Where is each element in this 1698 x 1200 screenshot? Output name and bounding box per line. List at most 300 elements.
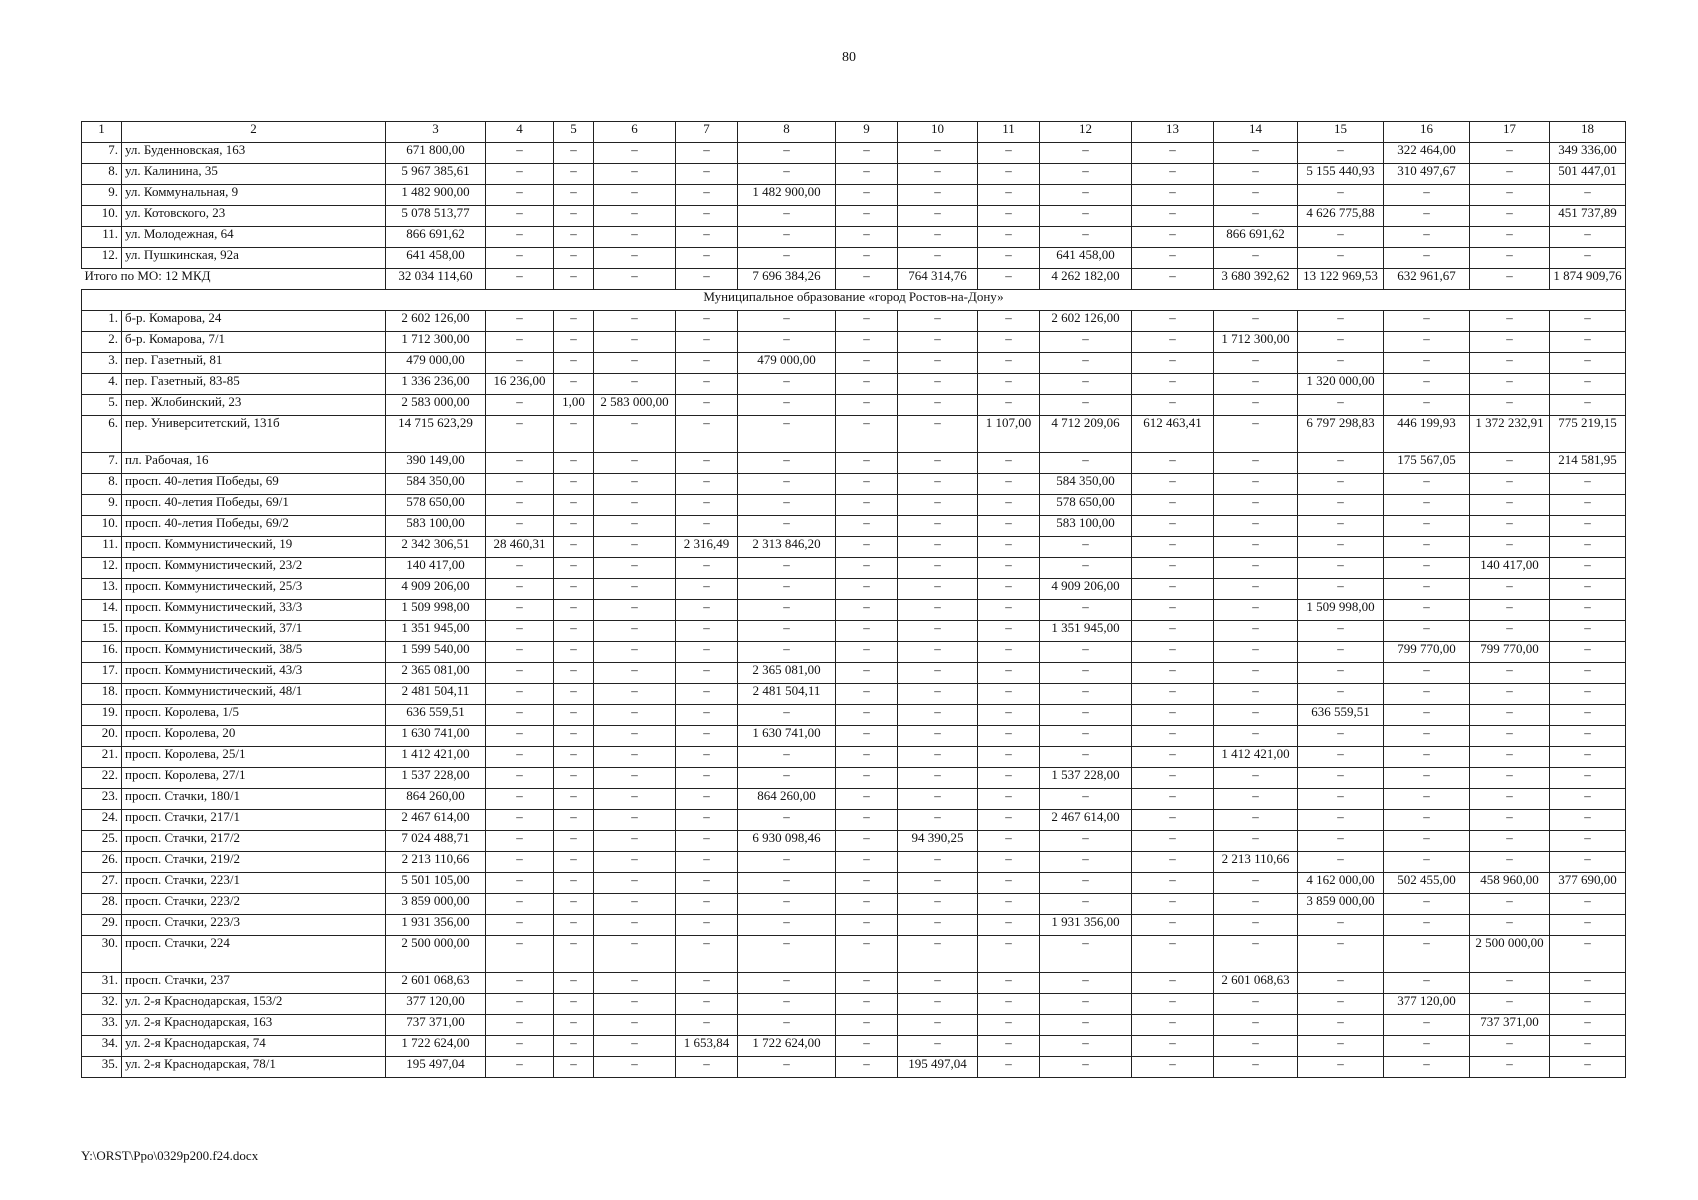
table-cell: – — [594, 311, 676, 332]
table-cell: 4 712 209,06 — [1040, 416, 1132, 453]
table-cell: – — [486, 516, 554, 537]
table-cell: – — [486, 600, 554, 621]
table-cell: – — [898, 516, 978, 537]
table-cell: – — [836, 248, 898, 269]
table-cell: – — [836, 936, 898, 973]
table-cell: 2 500 000,00 — [386, 936, 486, 973]
table-cell: – — [594, 621, 676, 642]
row-number: 10. — [82, 206, 122, 227]
table-cell: – — [1040, 936, 1132, 973]
table-cell: 7 696 384,26 — [738, 269, 836, 290]
table-cell: – — [554, 936, 594, 973]
table-cell: 1 630 741,00 — [738, 726, 836, 747]
table-row — [82, 353, 1626, 374]
table-cell: – — [836, 831, 898, 852]
table-cell: 1 351 945,00 — [386, 621, 486, 642]
column-header: 5 — [554, 122, 594, 143]
table-cell: – — [554, 579, 594, 600]
table-cell: 2 316,49 — [676, 537, 738, 558]
table-cell: – — [978, 185, 1040, 206]
table-cell: – — [1384, 768, 1470, 789]
table-cell: – — [1384, 810, 1470, 831]
column-header: 14 — [1214, 122, 1298, 143]
table-cell: – — [486, 973, 554, 994]
row-number: 8. — [82, 474, 122, 495]
table-cell: – — [1384, 663, 1470, 684]
table-cell: – — [1470, 768, 1550, 789]
table-cell: – — [594, 185, 676, 206]
table-cell: 28 460,31 — [486, 537, 554, 558]
row-number: 4. — [82, 374, 122, 395]
table-cell: – — [1298, 558, 1384, 579]
table-cell: – — [836, 768, 898, 789]
row-number: 27. — [82, 873, 122, 894]
table-cell: – — [1384, 558, 1470, 579]
table-cell: – — [1214, 915, 1298, 936]
address-cell: просп. Коммунистический, 19 — [122, 537, 386, 558]
table-row — [82, 474, 1626, 495]
table-cell: 4 909 206,00 — [1040, 579, 1132, 600]
table-cell: – — [1132, 395, 1214, 416]
table-cell: – — [1384, 1036, 1470, 1057]
table-row — [82, 395, 1626, 416]
table-cell: 1 482 900,00 — [386, 185, 486, 206]
row-number: 14. — [82, 600, 122, 621]
table-cell: – — [978, 453, 1040, 474]
table-cell: – — [1384, 516, 1470, 537]
table-cell: 2 601 068,63 — [386, 973, 486, 994]
table-cell: – — [1470, 474, 1550, 495]
table-cell: – — [738, 621, 836, 642]
table-cell: – — [676, 206, 738, 227]
table-cell: 2 342 306,51 — [386, 537, 486, 558]
address-cell: ул. Пушкинская, 92а — [122, 248, 386, 269]
table-cell: – — [594, 726, 676, 747]
table-cell: 2 583 000,00 — [386, 395, 486, 416]
table-cell: – — [554, 831, 594, 852]
table-cell: – — [898, 474, 978, 495]
table-cell: – — [738, 395, 836, 416]
table-cell: 479 000,00 — [738, 353, 836, 374]
table-cell: – — [1550, 537, 1626, 558]
table-cell: – — [1550, 185, 1626, 206]
table-cell: – — [898, 353, 978, 374]
table-cell: – — [1298, 915, 1384, 936]
table-row — [82, 663, 1626, 684]
row-number: 18. — [82, 684, 122, 705]
table-cell: 3 859 000,00 — [386, 894, 486, 915]
table-cell: – — [1470, 269, 1550, 290]
table-cell: – — [1214, 768, 1298, 789]
table-cell: – — [486, 248, 554, 269]
table-row — [82, 684, 1626, 705]
column-header: 12 — [1040, 122, 1132, 143]
table-cell: – — [676, 558, 738, 579]
table-cell: – — [1040, 227, 1132, 248]
table-cell: 737 371,00 — [386, 1015, 486, 1036]
table-cell: – — [554, 852, 594, 873]
row-number: 11. — [82, 227, 122, 248]
table-cell: – — [978, 474, 1040, 495]
row-number: 35. — [82, 1057, 122, 1078]
table-cell: – — [836, 1015, 898, 1036]
table-cell: – — [1214, 579, 1298, 600]
table-cell: 390 149,00 — [386, 453, 486, 474]
table-cell: – — [1550, 516, 1626, 537]
table-cell: – — [486, 143, 554, 164]
table-cell: – — [836, 537, 898, 558]
table-cell: 2 500 000,00 — [1470, 936, 1550, 973]
table-cell: – — [676, 269, 738, 290]
address-cell: пер. Жлобинский, 23 — [122, 395, 386, 416]
table-cell: – — [554, 416, 594, 453]
table-cell: 4 626 775,88 — [1298, 206, 1384, 227]
table-row — [82, 537, 1626, 558]
table-cell: – — [978, 1057, 1040, 1078]
table-cell: – — [1214, 684, 1298, 705]
table-cell: 1,00 — [554, 395, 594, 416]
table-cell: – — [676, 248, 738, 269]
table-cell: – — [978, 395, 1040, 416]
table-cell: – — [554, 1036, 594, 1057]
table-cell: – — [1132, 789, 1214, 810]
table-cell: 1 412 421,00 — [1214, 747, 1298, 768]
table-cell: – — [1470, 915, 1550, 936]
table-cell: 140 417,00 — [1470, 558, 1550, 579]
table-cell: – — [1384, 311, 1470, 332]
table-cell: – — [1298, 353, 1384, 374]
table-cell: – — [1040, 185, 1132, 206]
table-cell: – — [836, 747, 898, 768]
table-cell: – — [1132, 705, 1214, 726]
row-number: 31. — [82, 973, 122, 994]
table-cell: – — [554, 227, 594, 248]
table-cell: – — [836, 311, 898, 332]
table-cell: – — [1470, 684, 1550, 705]
table-cell: – — [738, 495, 836, 516]
table-cell: 578 650,00 — [386, 495, 486, 516]
table-row — [82, 705, 1626, 726]
table-cell: – — [836, 789, 898, 810]
table-row — [82, 164, 1626, 185]
table-cell: – — [898, 852, 978, 873]
table-cell: 641 458,00 — [386, 248, 486, 269]
table-cell: – — [486, 206, 554, 227]
table-cell: – — [554, 810, 594, 831]
table-cell: 1 509 998,00 — [386, 600, 486, 621]
table-cell: – — [486, 768, 554, 789]
table-cell: – — [1214, 353, 1298, 374]
table-cell: – — [898, 374, 978, 395]
column-header: 16 — [1384, 122, 1470, 143]
table-cell: – — [554, 558, 594, 579]
table-cell: – — [738, 206, 836, 227]
column-header: 18 — [1550, 122, 1626, 143]
table-cell: 1 372 232,91 — [1470, 416, 1550, 453]
table-cell: – — [594, 374, 676, 395]
total-row — [82, 269, 1626, 290]
table-cell: – — [1384, 374, 1470, 395]
table-cell: – — [1470, 143, 1550, 164]
table-cell: – — [554, 143, 594, 164]
table-cell: – — [1040, 1057, 1132, 1078]
table-cell: – — [594, 852, 676, 873]
table-cell: – — [1132, 1057, 1214, 1078]
table-cell: 94 390,25 — [898, 831, 978, 852]
table-cell: – — [676, 332, 738, 353]
table-cell: – — [1470, 894, 1550, 915]
table-cell: – — [1470, 621, 1550, 642]
table-cell: – — [1298, 332, 1384, 353]
table-cell: – — [486, 1057, 554, 1078]
table-cell: – — [676, 495, 738, 516]
table-cell: – — [486, 852, 554, 873]
table-row — [82, 248, 1626, 269]
table-cell: 1 599 540,00 — [386, 642, 486, 663]
table-cell: – — [1040, 705, 1132, 726]
table-cell: – — [1040, 642, 1132, 663]
table-cell: – — [1214, 516, 1298, 537]
table-cell: – — [1040, 994, 1132, 1015]
table-cell: – — [1132, 353, 1214, 374]
table-row — [82, 185, 1626, 206]
table-cell: 5 155 440,93 — [1298, 164, 1384, 185]
table-cell: 1 874 909,76 — [1550, 269, 1626, 290]
table-cell: – — [1214, 395, 1298, 416]
table-cell: – — [594, 747, 676, 768]
table-cell: 2 213 110,66 — [1214, 852, 1298, 873]
table-cell: – — [738, 747, 836, 768]
table-cell: – — [676, 642, 738, 663]
table-cell: – — [978, 495, 1040, 516]
address-cell: ул. 2-я Краснодарская, 153/2 — [122, 994, 386, 1015]
row-number: 15. — [82, 621, 122, 642]
table-cell: – — [1550, 852, 1626, 873]
table-cell: – — [738, 705, 836, 726]
table-cell: – — [898, 600, 978, 621]
table-row — [82, 789, 1626, 810]
table-cell: – — [978, 747, 1040, 768]
table-row — [82, 873, 1626, 894]
table-cell: – — [1470, 663, 1550, 684]
table-cell: – — [486, 831, 554, 852]
table-cell: – — [1040, 684, 1132, 705]
table-cell: – — [978, 206, 1040, 227]
table-cell: – — [1214, 873, 1298, 894]
table-cell: – — [1214, 143, 1298, 164]
table-cell: – — [898, 747, 978, 768]
table-cell: – — [1132, 894, 1214, 915]
table-cell: – — [486, 185, 554, 206]
table-cell: – — [898, 579, 978, 600]
table-cell: – — [898, 558, 978, 579]
table-cell: – — [676, 789, 738, 810]
table-cell: – — [594, 642, 676, 663]
table-cell: – — [1470, 495, 1550, 516]
table-cell: – — [836, 185, 898, 206]
section-title: Муниципальное образование «город Ростов-на-Дону» — [82, 290, 1626, 311]
table-row — [82, 747, 1626, 768]
table-cell: – — [898, 873, 978, 894]
table-cell: – — [1550, 495, 1626, 516]
table-cell: – — [836, 395, 898, 416]
table-cell: – — [898, 621, 978, 642]
table-cell: – — [676, 936, 738, 973]
table-cell: – — [1550, 994, 1626, 1015]
table-cell: – — [554, 768, 594, 789]
table-cell: – — [1040, 206, 1132, 227]
table-row — [82, 495, 1626, 516]
table-cell: – — [1298, 495, 1384, 516]
table-cell: – — [978, 873, 1040, 894]
table-cell: – — [676, 973, 738, 994]
table-cell: – — [978, 227, 1040, 248]
column-header: 1 — [82, 122, 122, 143]
table-cell: – — [1214, 537, 1298, 558]
table-cell: – — [1132, 164, 1214, 185]
table-cell: – — [836, 353, 898, 374]
table-cell: – — [594, 453, 676, 474]
table-cell: – — [836, 663, 898, 684]
table-cell: 1 722 624,00 — [738, 1036, 836, 1057]
table-cell: – — [594, 474, 676, 495]
table-cell: – — [554, 495, 594, 516]
table-row — [82, 852, 1626, 873]
table-cell: 2 481 504,11 — [738, 684, 836, 705]
table-cell: – — [1470, 206, 1550, 227]
table-cell: – — [486, 894, 554, 915]
table-cell: – — [836, 873, 898, 894]
table-cell: 446 199,93 — [1384, 416, 1470, 453]
address-cell: ул. Молодежная, 64 — [122, 227, 386, 248]
table-cell: – — [1470, 973, 1550, 994]
table-cell: – — [978, 1036, 1040, 1057]
table-cell: – — [836, 852, 898, 873]
table-cell: – — [594, 558, 676, 579]
table-cell: – — [738, 973, 836, 994]
table-cell: – — [738, 852, 836, 873]
row-number: 23. — [82, 789, 122, 810]
table-cell: – — [738, 810, 836, 831]
table-cell: – — [898, 936, 978, 973]
table-cell: – — [1040, 1015, 1132, 1036]
table-cell: – — [738, 894, 836, 915]
table-cell: – — [1040, 831, 1132, 852]
table-cell: 1 630 741,00 — [386, 726, 486, 747]
table-cell: 1 722 624,00 — [386, 1036, 486, 1057]
table-cell: – — [1298, 936, 1384, 973]
table-cell: – — [554, 353, 594, 374]
table-cell: – — [486, 474, 554, 495]
table-cell: 2 213 110,66 — [386, 852, 486, 873]
table-cell: – — [594, 537, 676, 558]
table-cell: – — [1298, 768, 1384, 789]
table-cell: – — [1298, 537, 1384, 558]
table-cell: – — [1298, 143, 1384, 164]
table-cell: – — [1298, 789, 1384, 810]
table-cell: – — [1214, 495, 1298, 516]
table-cell: – — [738, 1057, 836, 1078]
address-cell: просп. Стачки, 217/2 — [122, 831, 386, 852]
table-cell: – — [676, 852, 738, 873]
table-row — [82, 143, 1626, 164]
address-cell: просп. Коммунистический, 48/1 — [122, 684, 386, 705]
table-cell: – — [1132, 994, 1214, 1015]
table-cell: – — [978, 600, 1040, 621]
table-cell: – — [1298, 973, 1384, 994]
table-cell: 377 690,00 — [1550, 873, 1626, 894]
table-row — [82, 600, 1626, 621]
table-cell: – — [486, 747, 554, 768]
table-cell: 1 931 356,00 — [1040, 915, 1132, 936]
address-cell: пер. Газетный, 83-85 — [122, 374, 386, 395]
table-body — [82, 143, 1626, 1078]
table-cell: – — [554, 994, 594, 1015]
table-cell: – — [1470, 353, 1550, 374]
table-cell: – — [836, 558, 898, 579]
table-cell: – — [1214, 705, 1298, 726]
table-cell: – — [554, 474, 594, 495]
table-cell: – — [594, 936, 676, 973]
table-cell: – — [836, 374, 898, 395]
address-cell: пл. Рабочая, 16 — [122, 453, 386, 474]
table-cell: – — [1550, 973, 1626, 994]
table-cell: – — [554, 873, 594, 894]
table-cell: 737 371,00 — [1470, 1015, 1550, 1036]
table-cell: – — [898, 789, 978, 810]
table-cell: – — [978, 332, 1040, 353]
file-path: Y:\ORST\Ppo\0329p200.f24.docx — [81, 1148, 259, 1163]
table-cell: – — [836, 269, 898, 290]
table-cell: – — [554, 185, 594, 206]
table-cell: – — [1470, 747, 1550, 768]
table-cell: 175 567,05 — [1384, 453, 1470, 474]
table-cell: – — [738, 579, 836, 600]
table-cell: – — [978, 248, 1040, 269]
table-cell: – — [898, 332, 978, 353]
table-cell: – — [676, 768, 738, 789]
table-row — [82, 642, 1626, 663]
address-cell: ул. 2-я Краснодарская, 78/1 — [122, 1057, 386, 1078]
table-cell: – — [898, 705, 978, 726]
table-cell: – — [486, 269, 554, 290]
table-cell: – — [676, 1015, 738, 1036]
table-cell: – — [594, 831, 676, 852]
table-cell: – — [738, 453, 836, 474]
table-cell: 1 482 900,00 — [738, 185, 836, 206]
table-cell: – — [594, 768, 676, 789]
table-cell: – — [1214, 663, 1298, 684]
table-cell: – — [1550, 831, 1626, 852]
table-cell: – — [1384, 600, 1470, 621]
table-row — [82, 558, 1626, 579]
table-cell: – — [1214, 642, 1298, 663]
table-cell: 671 800,00 — [386, 143, 486, 164]
table-cell: – — [1470, 537, 1550, 558]
table-cell: – — [1132, 332, 1214, 353]
table-cell: – — [554, 663, 594, 684]
table-cell: – — [486, 936, 554, 973]
table-cell: – — [594, 248, 676, 269]
table-cell: – — [1132, 495, 1214, 516]
table-cell: – — [738, 474, 836, 495]
table-cell: – — [486, 1036, 554, 1057]
table-cell: – — [978, 684, 1040, 705]
table-cell: – — [594, 663, 676, 684]
table-cell: – — [676, 227, 738, 248]
address-cell: просп. Королева, 25/1 — [122, 747, 386, 768]
table-cell: – — [594, 353, 676, 374]
